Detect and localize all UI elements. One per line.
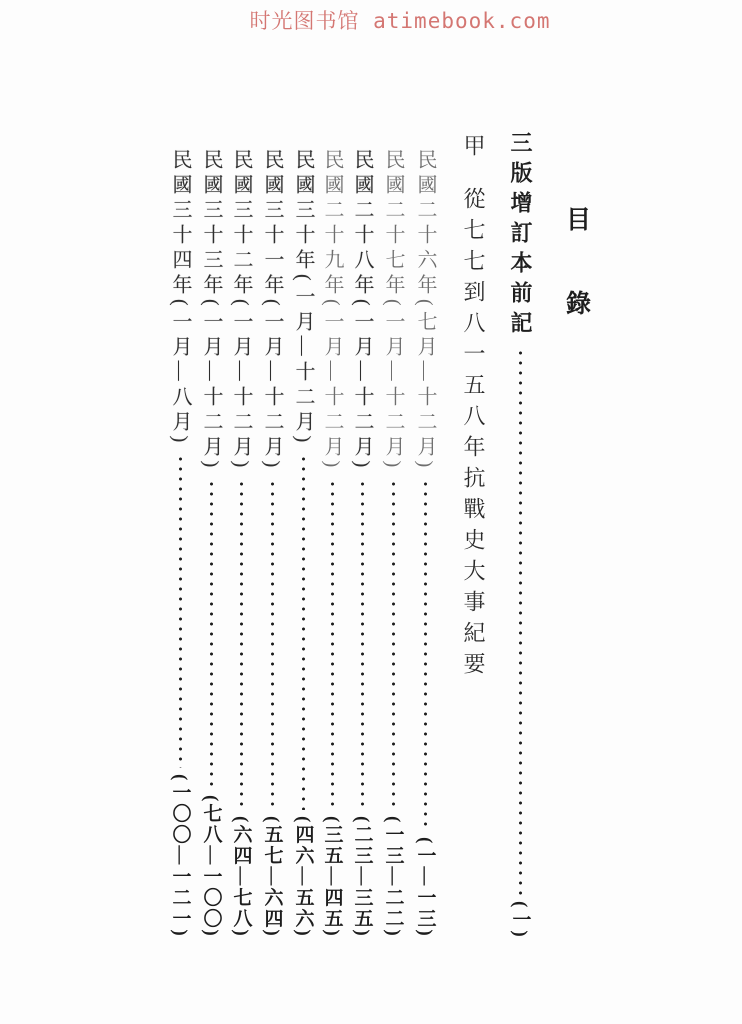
toc-entry-title: 民國二十九年(一月—十二月): [321, 149, 343, 473]
toc-entry-title: 民國三十一年(一月—十二月): [261, 149, 283, 473]
toc-section-letter: 甲: [461, 134, 486, 165]
toc-entry-minguo-27: [376, 149, 410, 938]
dotted-leader: [392, 479, 395, 810]
dotted-leader: [361, 479, 364, 810]
dotted-leader: [424, 479, 427, 831]
toc-entry-title: 從七七到八一五八年抗戰史大事紀要: [461, 187, 486, 683]
dotted-leader: [210, 479, 213, 789]
dotted-leader: [519, 348, 522, 895]
page-title: [566, 200, 591, 320]
toc-entry-minguo-34: [163, 149, 197, 938]
toc-entry-pages: (一): [509, 901, 531, 939]
toc-entry-title: 民國二十六年(七月—十二月): [414, 149, 436, 473]
toc-entry-pages: (一—一三): [414, 837, 436, 938]
dotted-leader: [240, 479, 243, 810]
toc-entry-pages: (二三—三五): [351, 816, 373, 938]
toc-entry-pages: (六四—七八): [230, 816, 252, 938]
page-title-char-top: 目: [566, 207, 592, 234]
site-watermark: 时光图书馆 atimebook.com: [249, 9, 551, 33]
toc-entry-title: 民國三十四年(一月—八月): [169, 149, 191, 448]
page-title-char-bottom: 錄: [566, 291, 592, 318]
toc-entry-preface: [503, 131, 537, 939]
dotted-leader: [271, 479, 274, 810]
toc-entry-minguo-28: [345, 149, 379, 938]
dotted-leader: [331, 479, 334, 810]
toc-entry-pages: (一三—二二): [382, 816, 404, 938]
toc-entry-pages: (五七—六四): [261, 816, 283, 938]
toc-entry-title: 民國三十三年(一月—十二月): [200, 149, 222, 473]
toc-entry-title: 民國三十年(一月—十二月): [292, 149, 314, 448]
toc-entry-minguo-33: [194, 149, 228, 938]
dotted-leader: [302, 454, 305, 810]
toc-entry-section-a: [456, 134, 490, 683]
dotted-leader: [179, 454, 182, 768]
toc-entry-minguo-30: [286, 149, 320, 938]
toc-entry-pages: (一〇〇—一二一): [169, 774, 191, 938]
toc-entry-minguo-32: [224, 149, 258, 938]
toc-entry-pages: (四六—五六): [292, 816, 314, 938]
toc-entry-pages: (七八—一〇〇): [200, 795, 222, 938]
toc-entry-minguo-31: [255, 149, 289, 938]
toc-entry-minguo-29: [315, 149, 349, 938]
toc-entry-title: 民國二十八年(一月—十二月): [351, 149, 373, 473]
toc-entry-pages: (三五—四五): [321, 816, 343, 938]
toc-entry-title: 民國三十二年(一月—十二月): [230, 149, 252, 473]
toc-entry-minguo-26: [408, 149, 442, 938]
toc-entry-title: 三版增訂本前記: [508, 131, 533, 341]
toc-entry-title: 民國二十七年(一月—十二月): [382, 149, 404, 473]
